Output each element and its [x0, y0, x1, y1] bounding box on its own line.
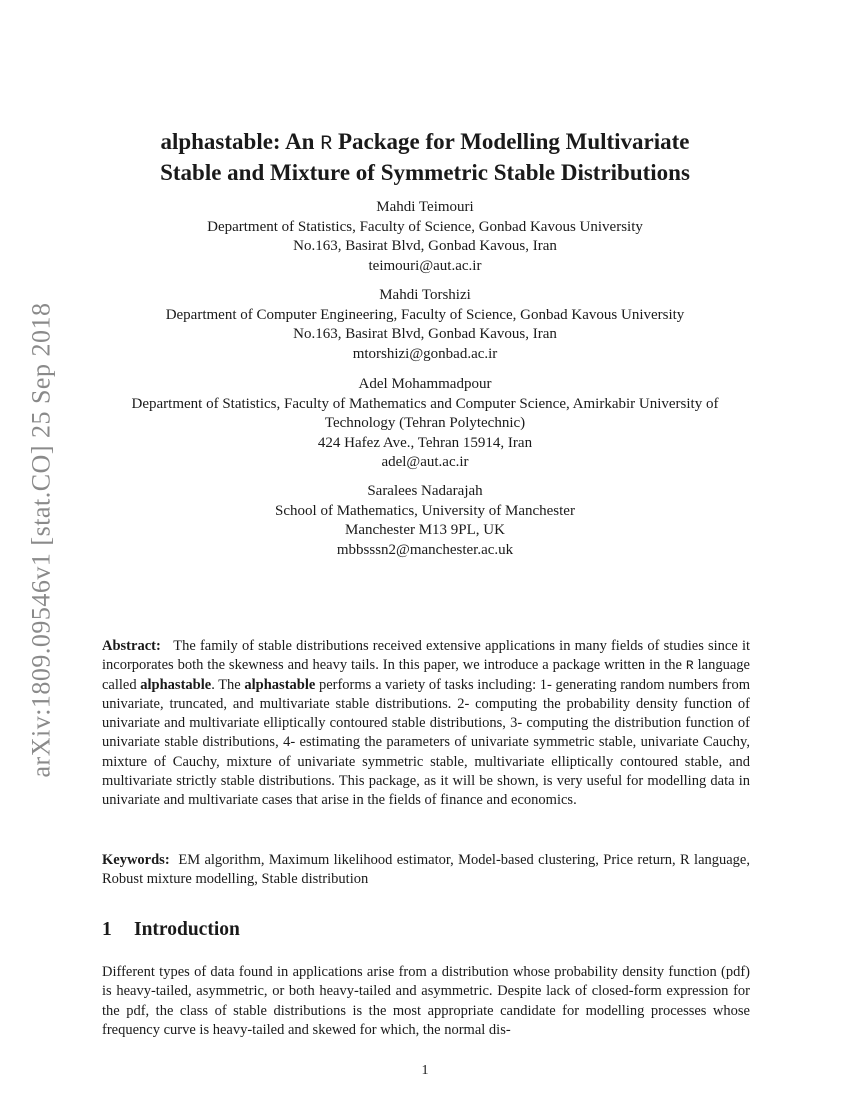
author-address: Manchester M13 9PL, UK: [345, 522, 505, 538]
section-number: 1: [102, 919, 112, 940]
title-line-2: Stable and Mixture of Symmetric Stable Distributions: [160, 160, 690, 185]
author-email: adel@aut.ac.ir: [381, 454, 469, 470]
section-heading-introduction: [102, 919, 240, 941]
author-block-1: [95, 198, 755, 276]
author-address: No.163, Basirat Blvd, Gonbad Kavous, Iran: [293, 326, 557, 342]
author-name: Mahdi Teimouri: [376, 199, 474, 215]
author-affiliation: Department of Statistics, Faculty of Science, Gonbad Kavous University: [207, 218, 643, 235]
author-block-2: [95, 286, 755, 364]
author-name: Saralees Nadarajah: [367, 483, 483, 499]
author-block-3: [95, 375, 755, 473]
author-name: Mahdi Torshizi: [379, 287, 471, 303]
author-affiliation: Department of Computer Engineering, Faculty of Science, Gonbad Kavous University: [165, 306, 685, 323]
arxiv-identifier-stamp: [16, 290, 66, 790]
author-block-4: [95, 482, 755, 560]
author-name: Adel Mohammadpour: [358, 376, 492, 392]
author-email: mtorshizi@gonbad.ac.ir: [352, 345, 498, 362]
intro-paragraph: Different types of data found in applications arise from a distribution whose probability density function (pdf) is heavy-tailed, asymmetric, or both heavy-tailed and asymmetric. Despite lack of closed-form expression for the pdf, the class of stable distributions is the most appropriate candidate for modelling processes whose frequency curve is heavy-tailed and skewed for which, the normal dis-: [102, 964, 750, 1038]
keywords: [102, 851, 750, 890]
keywords-text: EM algorithm, Maximum likelihood estimator, Model-based clustering, Price return, R language, Robust mixture modelling, Stable distribution: [102, 852, 750, 888]
section-title: Introduction: [134, 919, 240, 940]
author-address: No.163, Basirat Blvd, Gonbad Kavous, Iran: [293, 238, 557, 254]
author-email: teimouri@aut.ac.ir: [368, 257, 482, 274]
arxiv-stamp-text: arXiv:1809.09546v1 [stat.CO] 25 Sep 2018: [26, 302, 55, 778]
author-email: mbbsssn2@manchester.ac.uk: [336, 541, 514, 558]
title-line-1: alphastable: An R Package for Modelling Multivariate: [160, 129, 690, 156]
author-address: 424 Hafez Ave., Tehran 15914, Iran: [317, 434, 533, 451]
author-affiliation: Department of Statistics, Faculty of Mathematics and Computer Science, Amirkabir University of Technology (Tehran Polytechnic): [131, 395, 719, 431]
paper-title: [100, 128, 750, 187]
abstract-label: Abstract:: [102, 638, 161, 654]
page-number: 1: [421, 1063, 429, 1078]
abstract: Abstract: The family of stable distributions received extensive applications in many fields of studies since it incorporates both the skewness and heavy tails. In this paper, we introduce a package written in the R language called alphastable. The alphastable performs a variety of tasks including: 1- generating random numbers from univariate, truncated, and multivariate stable distributions. 2- computing the probability density function of univariate and multivariate elliptically contoured stable distributions, 3- computing the distribution function of univariate stable distributions, 4- estimating the parameters of univariate symmetric stable, univariate Cauchy, mixture of Cauchy, mixture of univariate symmetric stable, multivariate elliptically contoured stable, and multivariate strictly stable distributions. This package, as it will be shown, is very useful for modelling data in univariate and multivariate cases that arise in the fields of finance and economics.: [102, 638, 750, 809]
author-affiliation: School of Mathematics, University of Manchester: [275, 502, 575, 519]
keywords-label: Keywords:: [102, 852, 170, 868]
